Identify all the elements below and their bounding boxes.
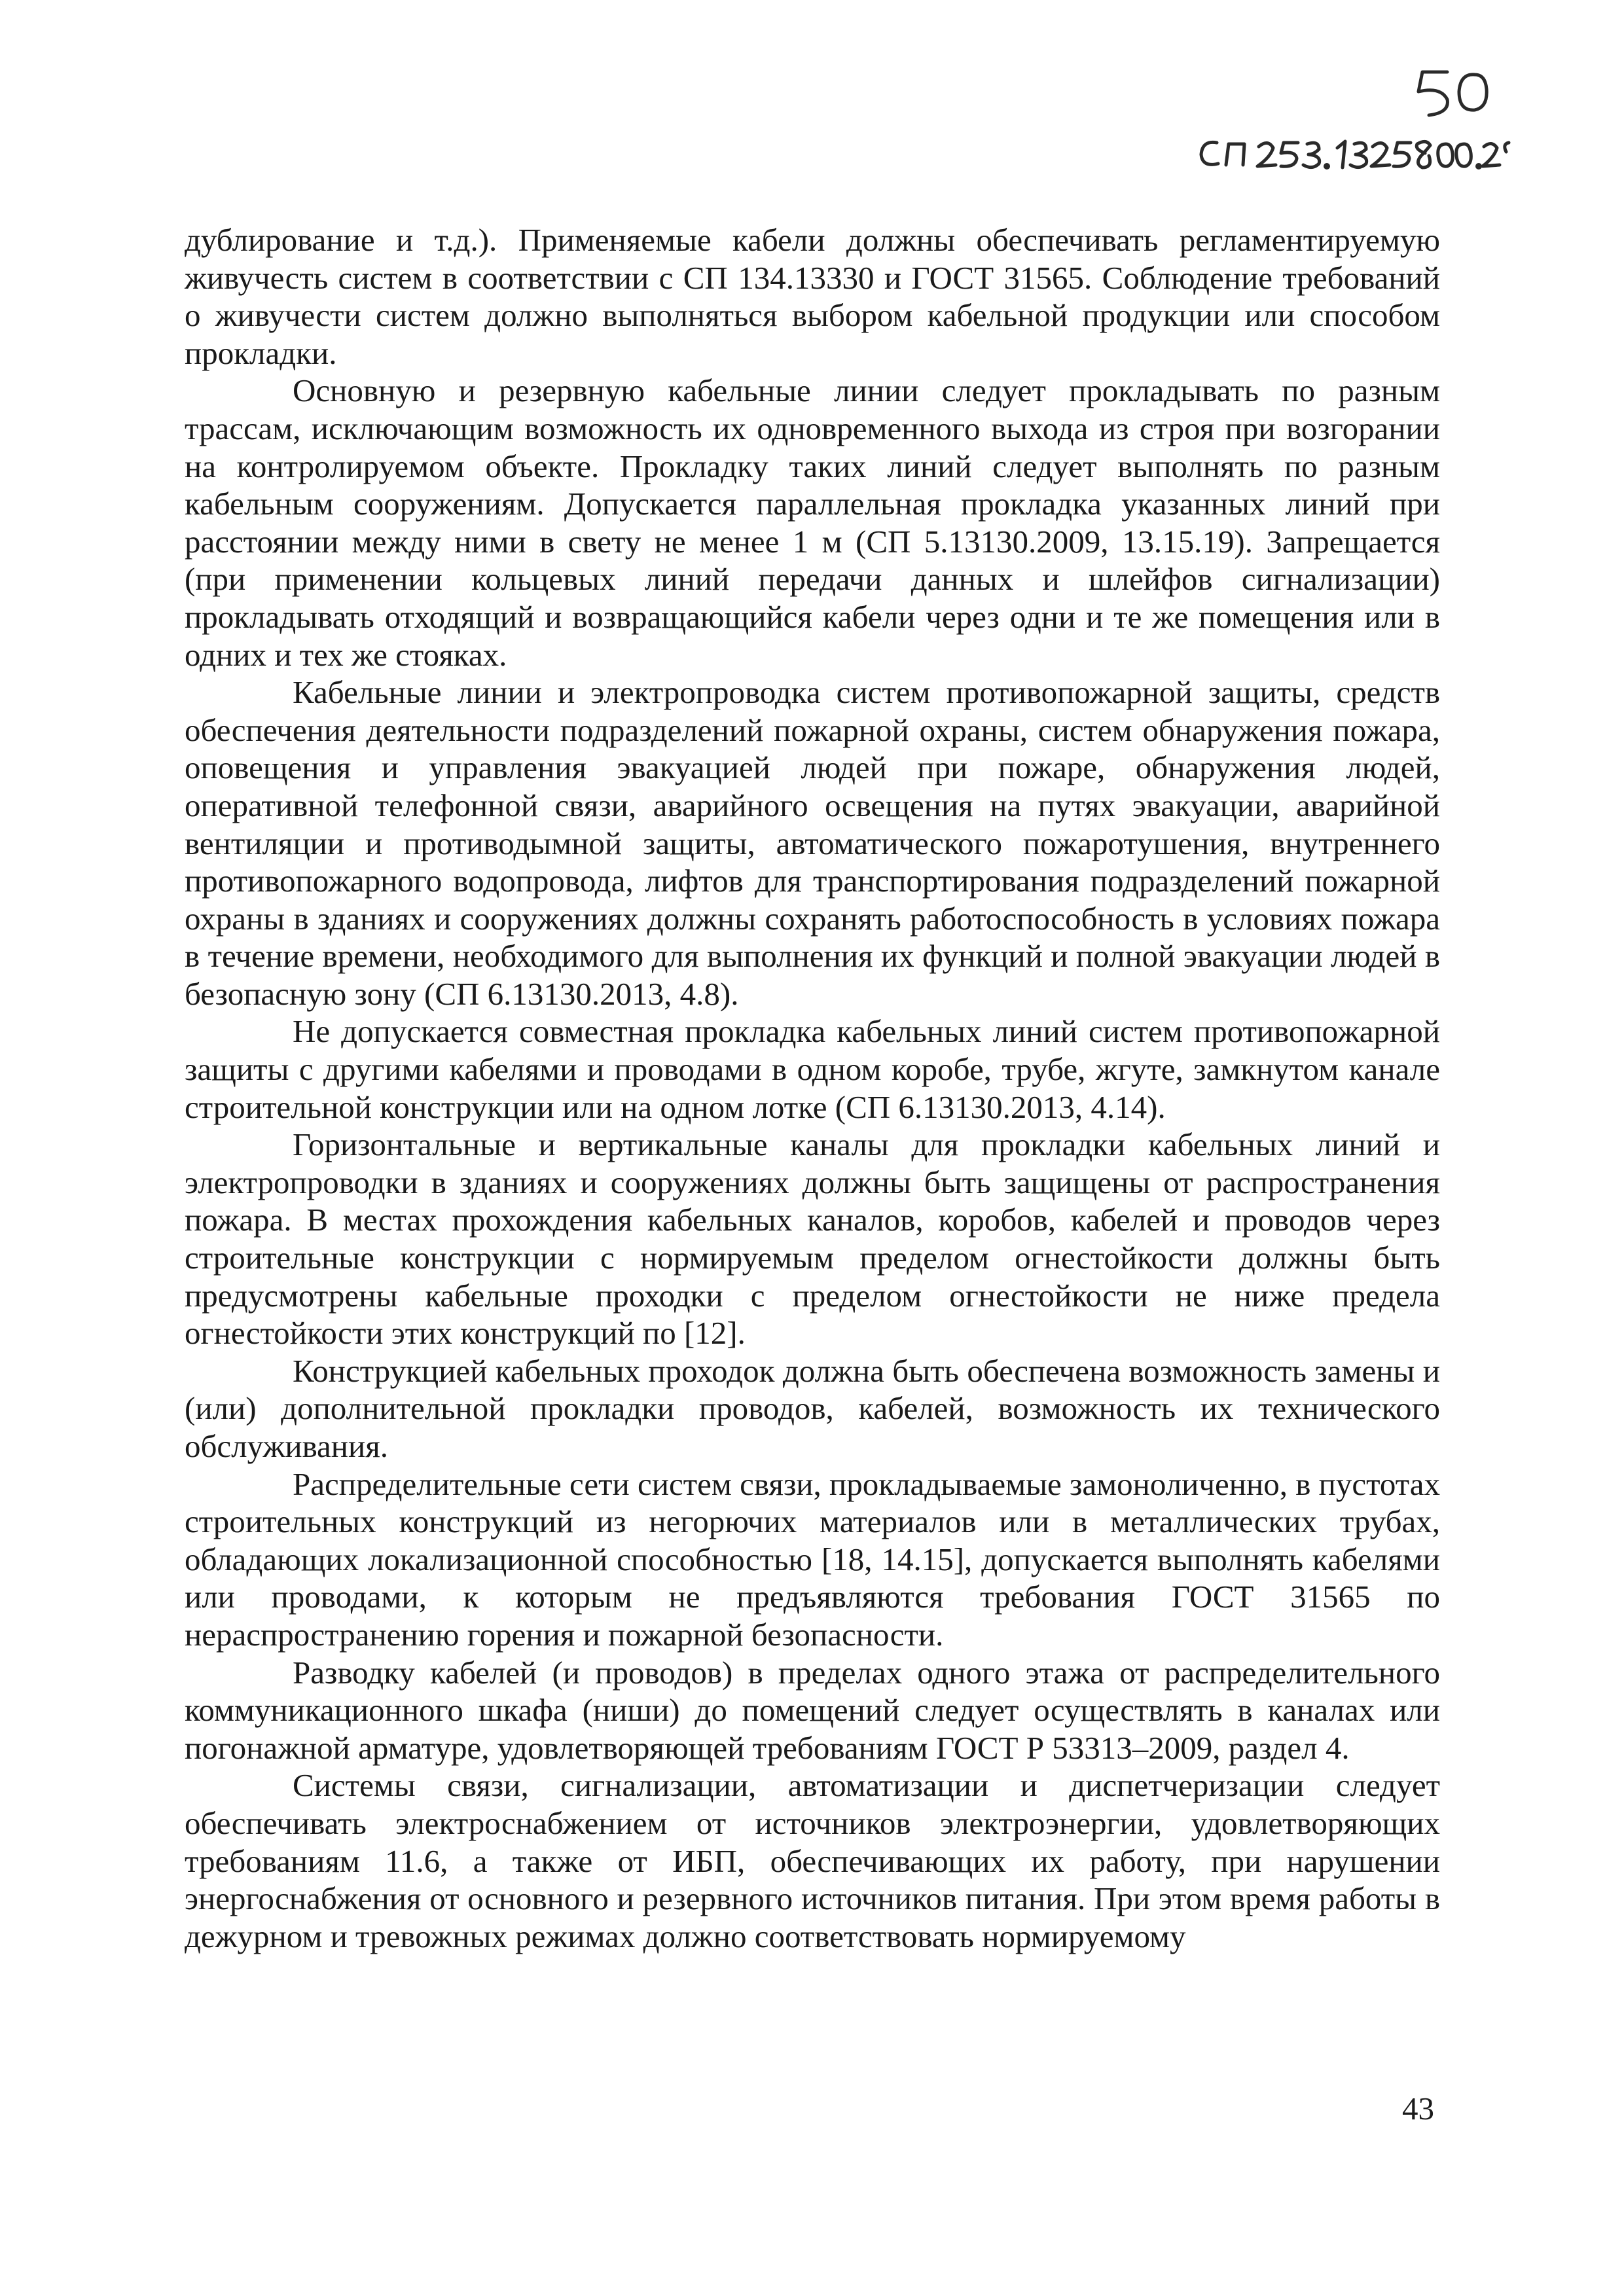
paragraph-8: Разводку кабелей (и проводов) в пределах одного этажа от распределительного коммуникационного шкафа (ниши) до помещений следует осуществлять в каналах или погонажной арматуре, удовлетворяющей требованиям ГОСТ Р 53313–2009, раздел 4. bbox=[185, 1654, 1440, 1766]
body-text bbox=[185, 221, 1440, 1955]
paragraph-7: Распределительные сети систем связи, прокладываемые замоноличенно, в пустотах строительных конструкций из негорючих материалов или в металлических трубах, обладающих локализационной способностью [18, 14.15], допускается выполнять кабелями или проводами, к которым не предъявляются требования ГОСТ 31565 по нераспространению горения и пожарной безопасности. bbox=[185, 1465, 1440, 1653]
handwritten-annotation-drawing bbox=[1179, 46, 1519, 177]
paragraph-3: Кабельные линии и электропроводка систем противопожарной защиты, средств обеспечения деятельности подразделений пожарной охраны, систем обнаружения пожара, оповещения и управления эвакуацией людей при пожаре, обнаружения людей, оперативной телефонной связи, аварийного освещения на путях эвакуации, аварийной вентиляции и противодымной защиты, автоматического пожаротушения, внутреннего противопожарного водопровода, лифтов для транспортирования подразделений пожарной охраны в зданиях и сооружениях должны сохранять работоспособность в условиях пожара в течение времени, необходимого для выполнения их функций и полной эвакуации людей в безопасную зону (СП 6.13130.2013, 4.8). bbox=[185, 674, 1440, 1012]
handwritten-annotation bbox=[1179, 46, 1519, 177]
paragraph-4: Не допускается совместная прокладка кабельных линий систем противопожарной защиты с другими кабелями и проводами в одном коробе, трубе, жгуте, замкнутом канале строительной конструкции или на одном лотке (СП 6.13130.2013, 4.14). bbox=[185, 1013, 1440, 1125]
page-number: 43 bbox=[1402, 2090, 1434, 2126]
paragraph-6: Конструкцией кабельных проходок должна быть обеспечена возможность замены и (или) дополнительной прокладки проводов, кабелей, возможность их технического обслуживания. bbox=[185, 1352, 1440, 1464]
paragraph-1: дублирование и т.д.). Применяемые кабели должны обеспечивать регламентируемую живучесть систем в соответствии с СП 134.13330 и ГОСТ 31565. Соблюдение требований о живучести систем должно выполняться выбором кабельной продукции или способом прокладки. bbox=[185, 222, 1440, 371]
paragraph-9: Системы связи, сигнализации, автоматизации и диспетчеризации следует обеспечивать электроснабжением от источников электроэнергии, удовлетворяющих требованиям 11.6, а также от ИБП, обеспечивающих их работу, при нарушении энергоснабжения от основного и резервного источников питания. При этом время работы в дежурном и тревожных режимах должно соответствовать нормируемому bbox=[185, 1767, 1440, 1954]
paragraph-2: Основную и резервную кабельные линии следует прокладывать по разным трассам, исключающим возможность их одновременного выхода из строя при возгорании на контролируемом объекте. Прокладку таких линий следует выполнять по разным кабельным сооружениям. Допускается параллельная прокладка указанных линий при расстоянии между ними в свету не менее 1 м (СП 5.13130.2009, 13.15.19). Запрещается (при применении кольцевых линий передачи данных и шлейфов сигнализации) прокладывать отходящий и возвращающийся кабели через одни и те же помещения или в одних и тех же стояках. bbox=[185, 372, 1440, 673]
paragraph-5: Горизонтальные и вертикальные каналы для прокладки кабельных линий и электропроводки в зданиях и сооружениях должны быть защищены от распространения пожара. В местах прохождения кабельных каналов, коробов, кабелей и проводов через строительные конструкции с нормируемым пределом огнестойкости должны быть предусмотрены кабельные проходки с пределом огнестойкости не ниже предела огнестойкости этих конструкций по [12]. bbox=[185, 1126, 1440, 1352]
